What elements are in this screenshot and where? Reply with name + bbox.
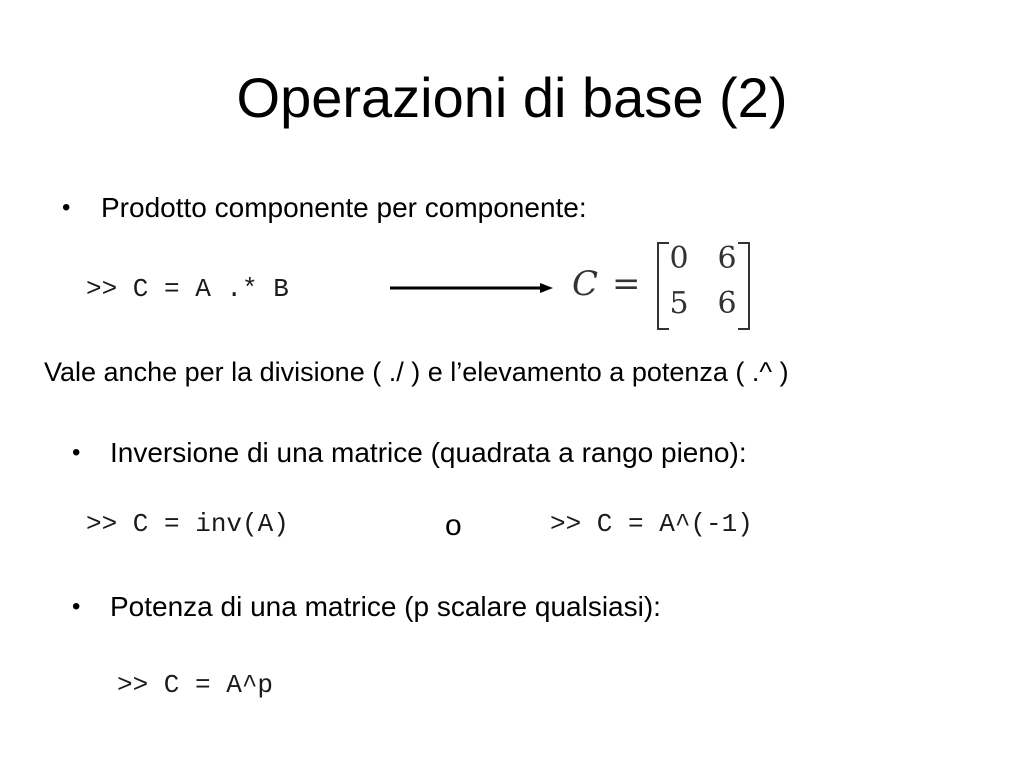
bullet-text-elementwise-product: Prodotto componente per componente: xyxy=(101,192,587,223)
separator-or: o xyxy=(445,509,462,542)
result-variable: C xyxy=(572,264,599,304)
bullet-point: • xyxy=(72,593,81,620)
arrow-right-icon xyxy=(390,279,555,297)
code-matrix-power: >> C = A^p xyxy=(117,670,274,700)
bullet-point: • xyxy=(62,194,71,221)
bullet-text-matrix-power: Potenza di una matrice (p scalare qualsiasi): xyxy=(110,591,661,622)
result-equals-sign: = xyxy=(612,264,641,304)
code-inverse-power: >> C = A^(-1) xyxy=(550,509,753,539)
matrix-cell: 5 xyxy=(669,286,689,321)
matrix-right-bracket xyxy=(738,242,750,330)
matrix-cell: 6 xyxy=(717,286,737,321)
slide-title: Operazioni di base (2) xyxy=(236,66,788,129)
note-division-power: Vale anche per la divisione ( ./ ) e l’elevamento a potenza ( .^ ) xyxy=(44,357,789,387)
code-elementwise-product: >> C = A .* B xyxy=(86,274,289,304)
code-inv-function: >> C = inv(A) xyxy=(86,509,289,539)
bullet-text-matrix-inversion: Inversione di una matrice (quadrata a rango pieno): xyxy=(110,437,747,468)
matrix-cell: 6 xyxy=(717,241,737,276)
matrix-cell: 0 xyxy=(669,241,689,276)
bullet-point: • xyxy=(72,439,81,466)
